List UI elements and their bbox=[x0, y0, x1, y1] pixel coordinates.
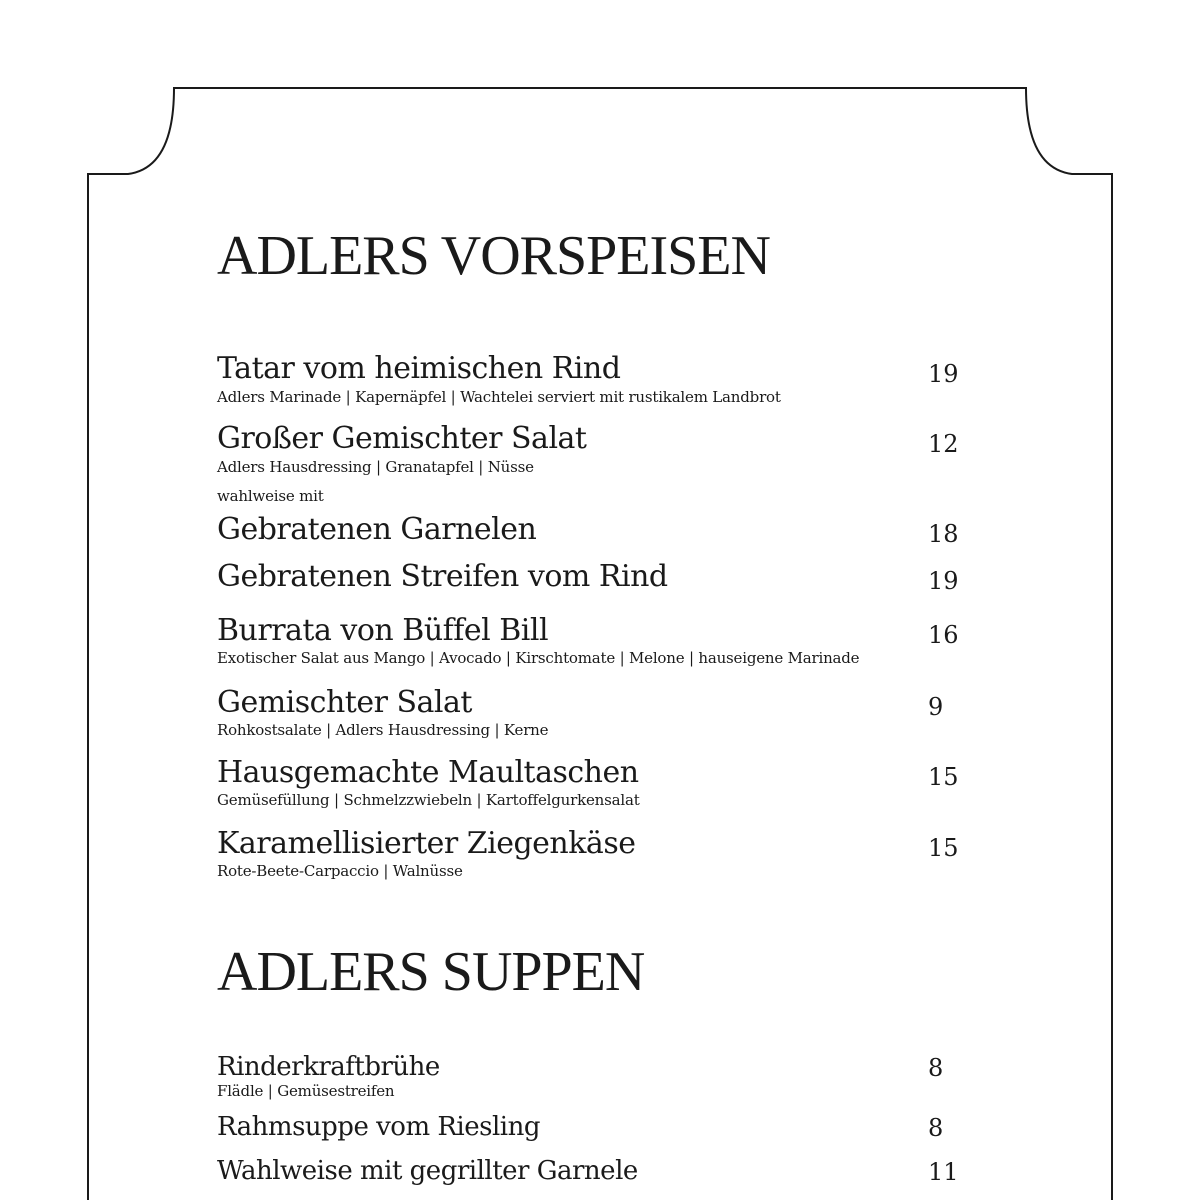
item-description: Exotischer Salat aus Mango | Avocado | Kirschtomate | Melone | hauseigene Marinade bbox=[217, 649, 860, 667]
item-description: Rote-Beete-Carpaccio | Walnüsse bbox=[217, 862, 463, 880]
item-price: 19 bbox=[928, 360, 959, 388]
item-price: 11 bbox=[928, 1158, 959, 1186]
item-name: Hausgemachte Maultaschen bbox=[217, 755, 639, 790]
item-description: Gemüsefüllung | Schmelzzwiebeln | Kartoffelgurkensalat bbox=[217, 791, 640, 809]
item-price: 18 bbox=[928, 520, 959, 548]
item-name: Gebratenen Streifen vom Rind bbox=[217, 559, 668, 594]
item-price: 12 bbox=[928, 430, 959, 458]
option-note: wahlweise mit bbox=[217, 487, 324, 505]
item-description: Adlers Marinade | Kapernäpfel | Wachtelei serviert mit rustikalem Landbrot bbox=[217, 388, 781, 406]
item-price: 8 bbox=[928, 1114, 944, 1142]
section-title-suppen: ADLERS SUPPEN bbox=[217, 941, 645, 1003]
item-price: 15 bbox=[928, 763, 959, 791]
item-name: Gebratenen Garnelen bbox=[217, 512, 537, 547]
item-name: Karamellisierter Ziegenkäse bbox=[217, 826, 636, 861]
item-price: 9 bbox=[928, 693, 944, 721]
item-name: Gemischter Salat bbox=[217, 685, 472, 720]
item-description: Flädle | Gemüsestreifen bbox=[217, 1082, 395, 1100]
item-name: Tatar vom heimischen Rind bbox=[217, 351, 621, 386]
section-title-vorspeisen: ADLERS VORSPEISEN bbox=[217, 225, 770, 287]
item-name: Burrata von Büffel Bill bbox=[217, 613, 549, 648]
item-name: Wahlweise mit gegrillter Garnele bbox=[217, 1156, 638, 1186]
item-price: 16 bbox=[928, 621, 959, 649]
item-price: 19 bbox=[928, 567, 959, 595]
item-name: Rahmsuppe vom Riesling bbox=[217, 1112, 541, 1142]
item-name: Großer Gemischter Salat bbox=[217, 421, 587, 456]
item-name: Rinderkraftbrühe bbox=[217, 1052, 440, 1082]
item-description: Adlers Hausdressing | Granatapfel | Nüsse bbox=[217, 458, 534, 476]
item-price: 15 bbox=[928, 834, 959, 862]
item-description: Rohkostsalate | Adlers Hausdressing | Kerne bbox=[217, 721, 549, 739]
item-price: 8 bbox=[928, 1054, 944, 1082]
